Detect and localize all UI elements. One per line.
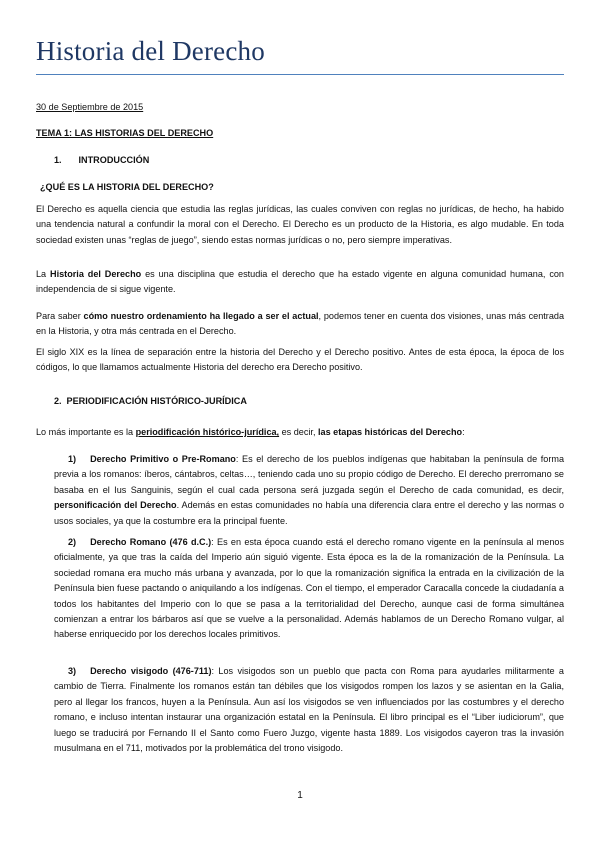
section-2-number: 2.	[54, 396, 62, 406]
paragraph-4: El siglo XIX es la línea de separación entre la historia del Derecho y el Derecho positivo. Antes de esta época, la época de los códigos, lo que llamamos actualmente Historia del derecho era Derecho positivo.	[36, 347, 564, 373]
paragraph-3	[36, 309, 564, 340]
p3-post: , podemos tener en cuenta dos visiones, unas más centrada en la Historia, y otra más centrada en el Derecho.	[36, 311, 564, 337]
p2-post: es una disciplina que estudia el derecho que ha estado vigente en alguna comunidad humana, con independencia de si sigue vigente.	[36, 269, 564, 295]
p5-underline: periodificación histórico-jurídica,	[135, 427, 280, 437]
list-item	[54, 664, 564, 756]
paragraph-1: El Derecho es aquella ciencia que estudia las reglas jurídicas, las cuales conviven con reglas no jurídicas, de hecho, ha habido una tendencia natural a confundir la moral con el Derecho. El Derecho es un producto de la Historia, es algo mudable. En toda sociedad existen unas “reglas de juego”, siendo estas normas jurídicas o no, pero siempre imperativas.	[36, 204, 564, 245]
section-2-title: PERIODIFICACIÓN HISTÓRICO-JURÍDICA	[66, 396, 247, 406]
title-rule	[36, 74, 564, 75]
p2-bold: Historia del Derecho	[50, 269, 142, 279]
section-1-title: INTRODUCCIÓN	[78, 155, 150, 165]
p3-pre: Para saber	[36, 311, 84, 321]
p5-post: :	[462, 427, 465, 437]
p5-bold: las etapas históricas del Derecho	[318, 427, 463, 437]
item-1-head: Derecho Primitivo o Pre-Romano	[90, 454, 236, 464]
p3-bold: cómo nuestro ordenamiento ha llegado a ser el actual	[83, 311, 319, 321]
paragraph-5	[36, 425, 564, 440]
p5-mid: es decir,	[279, 427, 319, 437]
item-2-head: Derecho Romano (476 d.C.)	[90, 537, 212, 547]
section-2-heading	[54, 394, 564, 409]
item-2-number: 2)	[68, 537, 77, 547]
item-1-number: 1)	[68, 454, 77, 464]
item-3-body: : Los visigodos son un pueblo que pacta con Roma para ayudarles militarmente a cambio de Tierra. Finalmente los romanos están tan débiles que los visigodos rompen los lazos y se asientan en la Galia, pero al llegar los francos, huyen a la Península. Aun así los visigodos se ven influenciados por las costumbres y el derecho romano, e incluso intentan instaurar una organización estatal en la Península. El libro principal es el “Liber iudiciorum”, que luego se traducirá por Fernando II el Santo como Fuero Juzgo, vigente hasta 1889. Los visigodos cayeron tras la invasión musulmana en el 711, motivados por la problemática del trono visigodo.	[54, 666, 564, 754]
date-line: 30 de Septiembre de 2015	[36, 102, 144, 112]
p5-pre: Lo más importante es la	[36, 427, 136, 437]
list-item	[54, 452, 564, 529]
document-title: Historia del Derecho	[36, 36, 265, 66]
section-1-heading	[54, 153, 564, 168]
topic-heading: TEMA 1: LAS HISTORIAS DEL DERECHO	[36, 128, 214, 138]
item-3-number: 3)	[68, 666, 77, 676]
list-item	[54, 535, 564, 643]
section-1-number: 1.	[54, 155, 62, 165]
item-3-head: Derecho visigodo (476-711)	[90, 666, 212, 676]
question-heading: ¿QUÉ ES LA HISTORIA DEL DERECHO?	[40, 182, 214, 192]
item-1-bold: personificación del Derecho	[54, 500, 177, 511]
page-number: 1	[297, 790, 303, 801]
paragraph-2	[36, 267, 564, 298]
item-1-body-end: . Además en estas comunidades no había una diferencia clara entre el derecho y las normas o usos sociales, ya que la costumbre era la principal fuente.	[54, 500, 564, 526]
item-2-body: : Es en esta época cuando está el derecho romano vigente en la península al menos oficialmente, ya que tras la caída del Imperio aún siguió vigente. Esta época es la de la romanización de la Península. La sociedad romana era mucho más urbana y avanzada, por lo que la romanización significa la entrada en la civilización de la Península bien fuese pactando o aniquilando a los indígenas. Con el tiempo, el emperador Caracalla concede la ciudadanía a todos los habitantes del Imperio con lo que se pasa a la territorialidad del Derecho, aunque casi de forma simultánea comienzan a entrar los bárbaros así que se vuelve a la personalidad. Además hablamos de un Derecho Romano vulgar, al haberse enriquecido por los derechos locales primitivos.	[54, 537, 565, 640]
p2-pre: La	[36, 269, 51, 279]
item-1-body: : Es el derecho de los pueblos indígenas que habitaban la península de forma previa a los romanos: íberos, cántabros, celtas…, teniendo cada uno su propio código de Derecho. El derecho prerromano se basaba en el Ius Sanguinis, según el cual cada persona será juzgada según el Derecho de cada comunidad, es decir,	[54, 454, 564, 495]
